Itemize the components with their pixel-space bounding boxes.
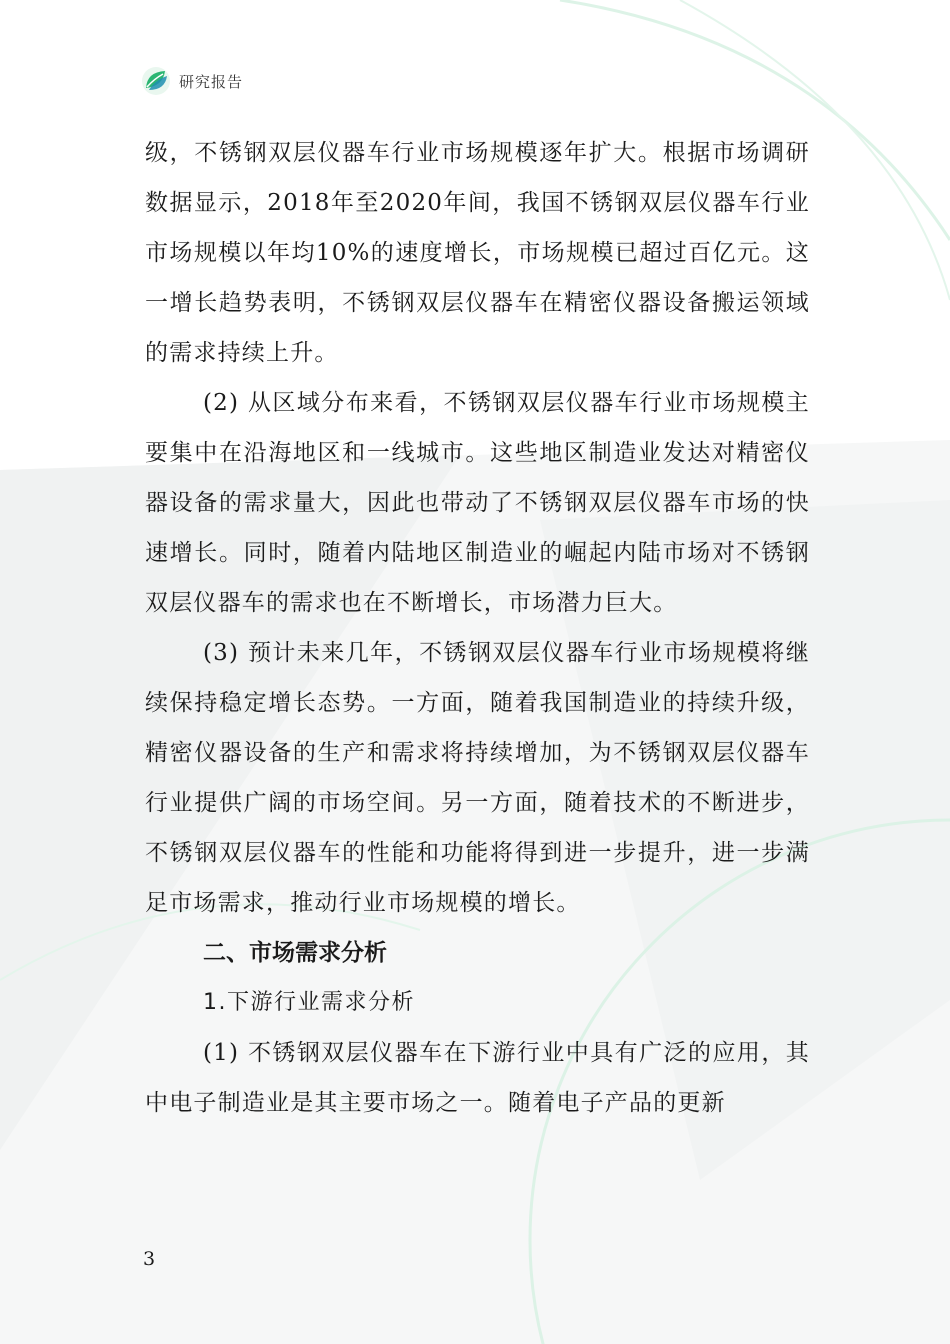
document-body <box>145 128 810 1128</box>
sub-heading: 1.下游行业需求分析 <box>203 990 415 1015</box>
paragraph-future-forecast: (3) 预计未来几年，不锈钢双层仪器车行业市场规模将继续保持稳定增长态势。一方面，随着我国制造业的持续升级，精密仪器设备的生产和需求将持续增加，为不锈钢双层仪器车行业提供广阔的市场空间。另一方面，随着技术的不断进步，不锈钢双层仪器车的性能和功能将得到进一步提升，进一步满足市场需求，推动行业市场规模的增长。 <box>145 640 810 916</box>
page-number: 3 <box>143 1248 156 1270</box>
paragraph-downstream-demand: (1) 不锈钢双层仪器车在下游行业中具有广泛的应用，其中电子制造业是其主要市场之一。随着电子产品的更新 <box>145 1040 810 1116</box>
leaf-logo-icon <box>141 66 171 96</box>
paragraph-regional-distribution: (2) 从区域分布来看，不锈钢双层仪器车行业市场规模主要集中在沿海地区和一线城市。这些地区制造业发达对精密仪器设备的需求量大，因此也带动了不锈钢双层仪器车市场的快速增长。同时，随着内陆地区制造业的崛起内陆市场对不锈钢双层仪器车的需求也在不断增长，市场潜力巨大。 <box>145 390 810 616</box>
section-heading: 二、市场需求分析 <box>203 940 387 966</box>
paragraph-market-scale: 级，不锈钢双层仪器车行业市场规模逐年扩大。根据市场调研数据显示，2018年至2020年间，我国不锈钢双层仪器车行业市场规模以年均10%的速度增长，市场规模已超过百亿元。这一增长趋势表明，不锈钢双层仪器车在精密仪器设备搬运领域的需求持续上升。 <box>145 140 810 366</box>
header-title: 研究报告 <box>179 72 244 91</box>
report-header <box>141 66 243 96</box>
